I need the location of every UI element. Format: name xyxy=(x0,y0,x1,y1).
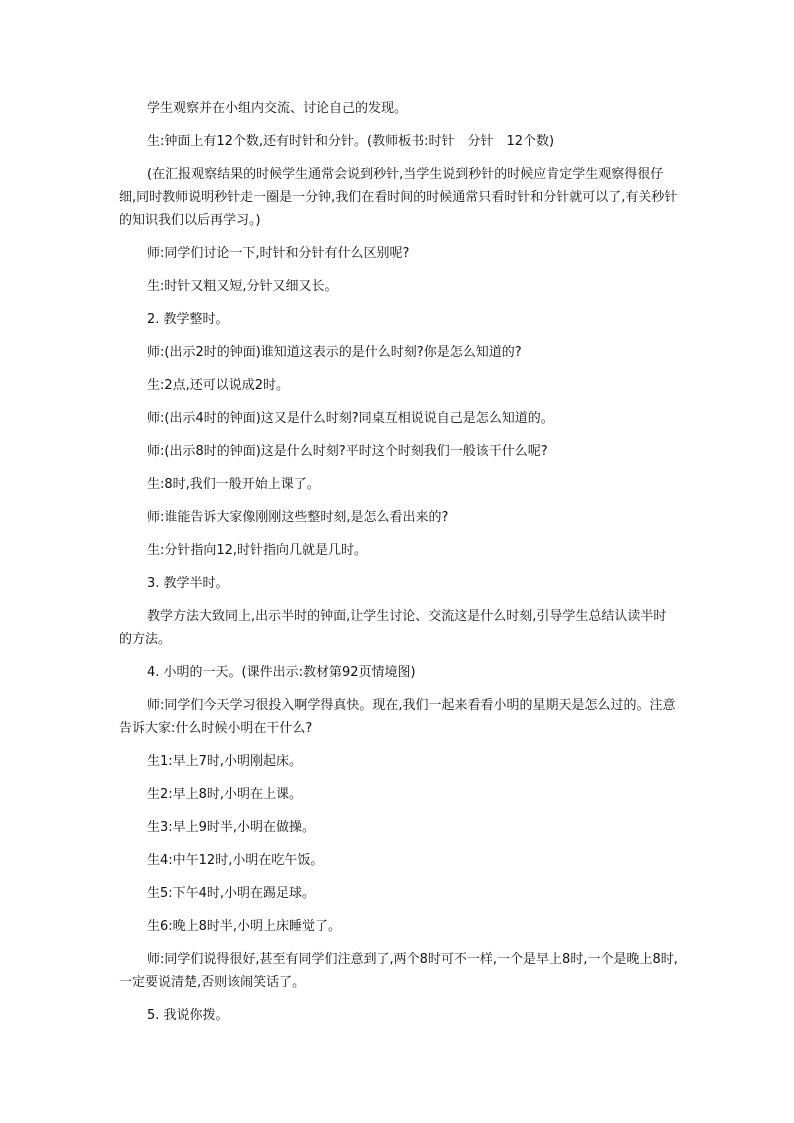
paragraph: (在汇报观察结果的时候学生通常会说到秒针,当学生说到秒针的时候应肯定学生观察得很仔细,同时教师说明秒针走一圈是一分钟,我们在看时间的时候通常只看时针和分针就可以了,有关秒针的知识我们以后再学习。) xyxy=(119,167,678,228)
paragraph: 师:同学们说得很好,甚至有同学们注意到了,两个8时可不一样,一个是早上8时,一个是晚上8时,一定要说清楚,否则该闹笑话了。 xyxy=(119,952,678,990)
paragraph: 生6:晚上8时半,小明上床睡觉了。 xyxy=(147,919,342,934)
paragraph: 师:(出示4时的钟面)这又是什么时刻?同桌互相说说自己是怎么知道的。 xyxy=(147,411,554,426)
section-heading: 4. 小明的一天。(课件出示:教材第92页情境图) xyxy=(147,665,416,680)
paragraph: 生:8时,我们一般开始上课了。 xyxy=(147,477,320,492)
paragraph: 师:同学们今天学习很投入啊学得真快。现在,我们一起来看看小明的星期天是怎么过的。注意告诉大家:什么时候小明在干什么? xyxy=(119,698,676,736)
paragraph: 教学方法大致同上,出示半时的钟面,让学生讨论、交流这是什么时刻,引导学生总结认读半时的方法。 xyxy=(119,609,667,647)
paragraph: 师:谁能告诉大家像刚刚这些整时刻,是怎么看出来的? xyxy=(147,510,449,525)
section-heading: 5. 我说你拨。 xyxy=(147,1008,229,1023)
paragraph: 生:钟面上有12个数,还有时针和分针。(教师板书:时针 分针 12个数) xyxy=(147,134,555,149)
paragraph: 生4:中午12时,小明在吃午饭。 xyxy=(147,853,324,868)
paragraph: 学生观察并在小组内交流、讨论自己的发现。 xyxy=(147,101,408,116)
paragraph: 生3:早上9时半,小明在做操。 xyxy=(147,820,316,835)
paragraph: 生:时针又粗又短,分针又细又长。 xyxy=(147,279,338,294)
paragraph: 生5:下午4时,小明在踢足球。 xyxy=(147,886,316,901)
paragraph: 生2:早上8时,小明在上课。 xyxy=(147,787,303,802)
paragraph: 生1:早上7时,小明刚起床。 xyxy=(147,754,303,769)
paragraph: 师:(出示8时的钟面)这是什么时刻?平时这个时刻我们一般该干什么呢? xyxy=(147,444,548,459)
paragraph: 师:(出示2时的钟面)谁知道这表示的是什么时刻?你是怎么知道的? xyxy=(147,345,522,360)
paragraph: 师:同学们讨论一下,时针和分针有什么区别呢? xyxy=(147,246,410,261)
paragraph: 生:2点,还可以说成2时。 xyxy=(147,378,290,393)
document-body xyxy=(119,97,679,1027)
section-heading: 3. 教学半时。 xyxy=(147,576,229,591)
paragraph: 生:分针指向12,时针指向几就是几时。 xyxy=(147,543,368,558)
section-heading: 2. 教学整时。 xyxy=(147,312,229,327)
